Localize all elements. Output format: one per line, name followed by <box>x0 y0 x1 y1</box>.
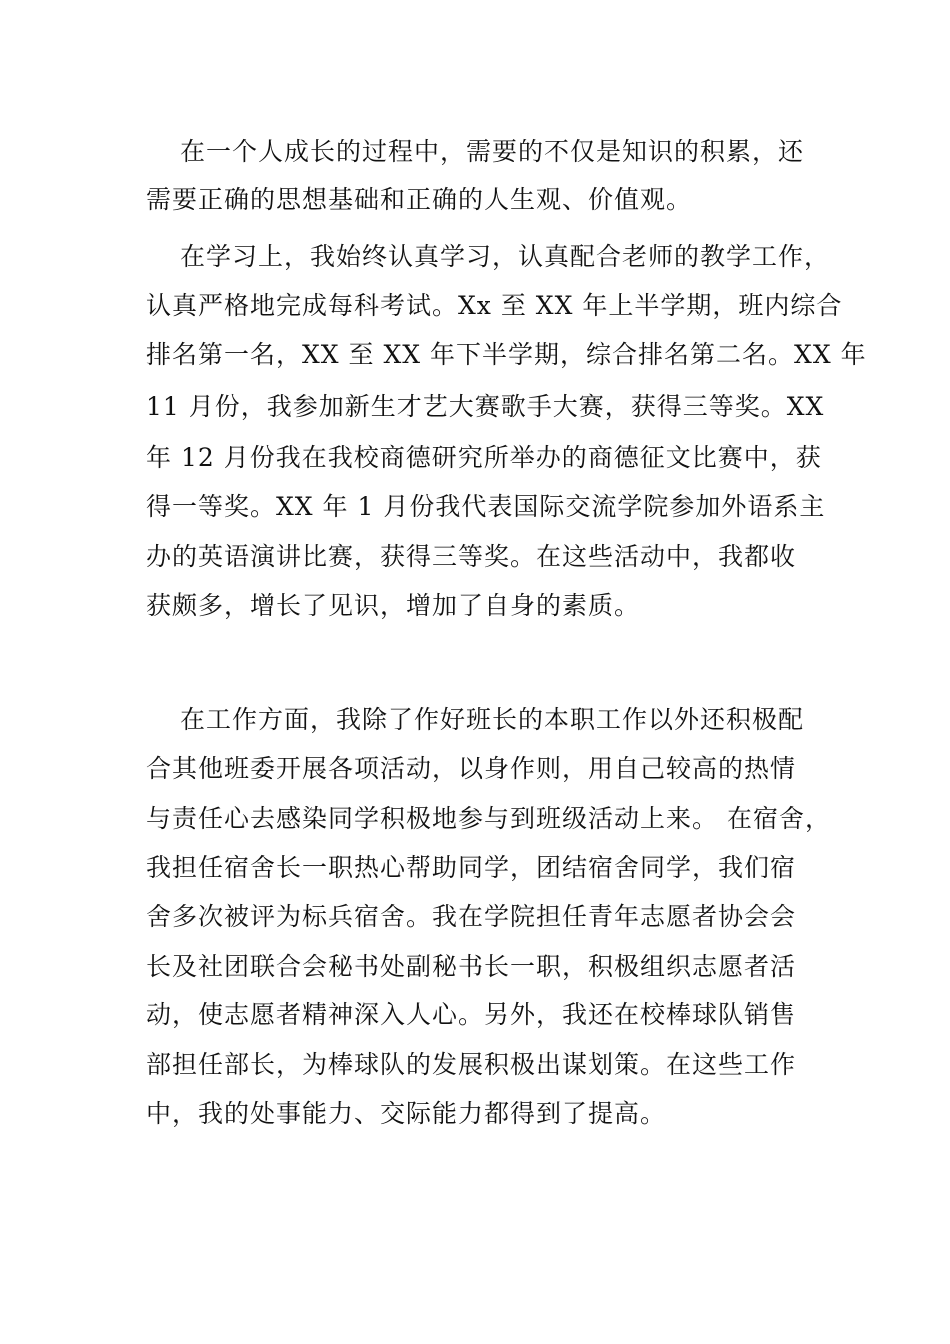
paragraph-3-line-2: 合其他班委开展各项活动，以身作则，用自己较高的热情 <box>146 754 797 783</box>
paragraph-1-line-1: 在一个人成长的过程中，需要的不仅是知识的积累，还 <box>180 137 805 166</box>
paragraph-3-line-8: 部担任部长，为棒球队的发展积极出谋划策。在这些工作 <box>146 1050 797 1079</box>
paragraph-3-line-4: 我担任宿舍长一职热心帮助同学，团结宿舍同学，我们宿 <box>146 853 797 882</box>
paragraph-2-line-8: 获颇多，增长了见识，增加了自身的素质。 <box>146 591 641 620</box>
paragraph-3-line-6: 长及社团联合会秘书处副秘书长一职，积极组织志愿者活 <box>146 952 797 981</box>
paragraph-3-line-9: 中，我的处事能力、交际能力都得到了提高。 <box>146 1099 667 1128</box>
paragraph-2-line-2: 认真严格地完成每科考试。Xx 至 XX 年上半学期，班内综合 <box>146 291 843 320</box>
paragraph-3-line-7: 动，使志愿者精神深入人心。另外，我还在校棒球队销售 <box>146 1000 797 1029</box>
paragraph-2-line-6: 得一等奖。XX 年 1 月份我代表国际交流学院参加外语系主 <box>146 492 826 521</box>
paragraph-3-line-3: 与责任心去感染同学积极地参与到班级活动上来。 在宿舍， <box>146 804 831 833</box>
paragraph-2-line-1: 在学习上，我始终认真学习，认真配合老师的教学工作， <box>180 242 831 271</box>
paragraph-2-line-3: 排名第一名，XX 至 XX 年下半学期，综合排名第二名。XX 年 <box>146 340 867 369</box>
paragraph-2-line-5: 年 12 月份我在我校商德研究所举办的商德征文比赛中，获 <box>146 443 822 472</box>
paragraph-2-line-4: 11 月份，我参加新生才艺大赛歌手大赛，获得三等奖。XX <box>146 392 825 421</box>
paragraph-3-line-5: 舍多次被评为标兵宿舍。我在学院担任青年志愿者协会会 <box>146 902 797 931</box>
paragraph-2-line-7: 办的英语演讲比赛，获得三等奖。在这些活动中，我都收 <box>146 542 797 571</box>
paragraph-3-line-1: 在工作方面，我除了作好班长的本职工作以外还积极配 <box>180 705 805 734</box>
paragraph-1-line-2: 需要正确的思想基础和正确的人生观、价值观。 <box>146 185 693 214</box>
